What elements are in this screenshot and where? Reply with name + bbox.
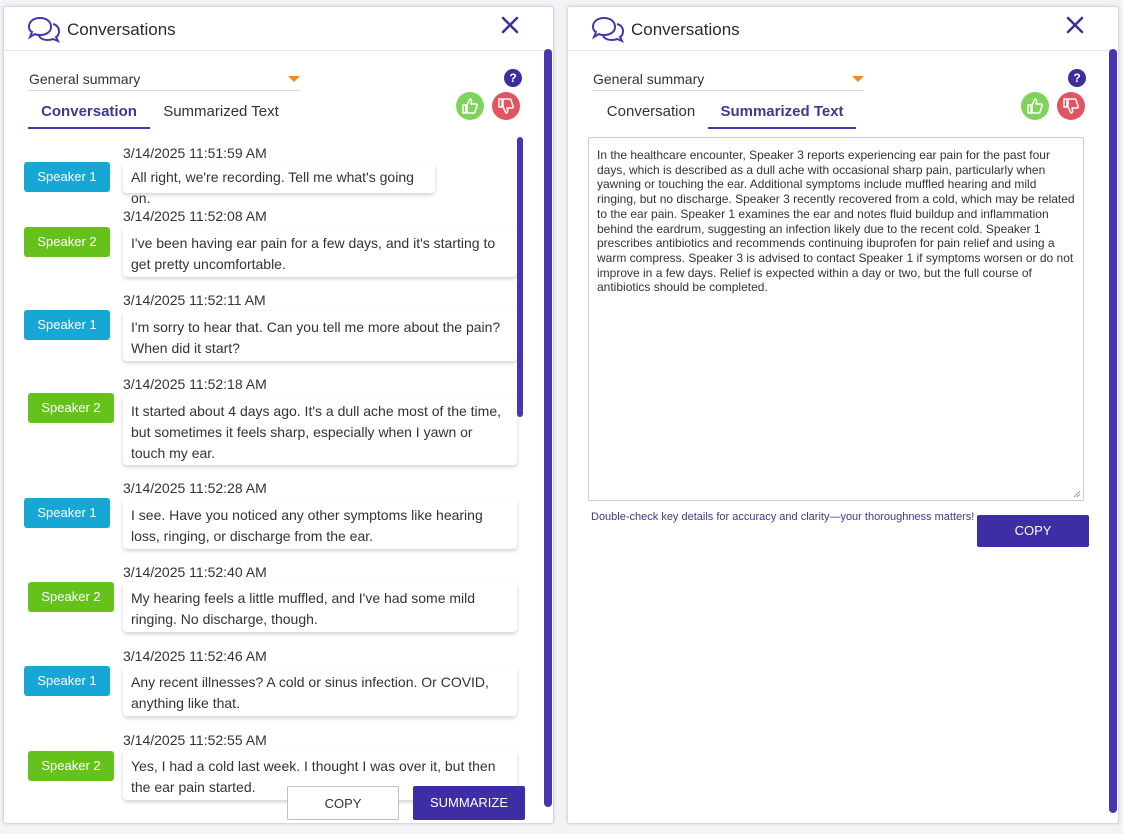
- speaker-1-badge: Speaker 1: [24, 310, 110, 340]
- speaker-1-badge: Speaker 1: [24, 162, 110, 192]
- chat-bubbles-icon: [590, 15, 626, 43]
- message-timestamp: 3/14/2025 11:52:40 AM: [123, 564, 267, 580]
- message-bubble: I've been having ear pain for a few days, and it's starting to get pretty uncomfortable.: [123, 227, 517, 277]
- message-bubble: It started about 4 days ago. It's a dull ache most of the time, but sometimes it feels sharp, especially when I yawn or touch my ear.: [123, 395, 517, 465]
- caret-down-icon: [852, 76, 864, 82]
- conversation-list[interactable]: [18, 131, 523, 795]
- message-bubble: My hearing feels a little muffled, and I've had some mild ringing. No discharge, though.: [123, 582, 517, 632]
- summary-textarea[interactable]: [588, 137, 1084, 501]
- speaker-2-badge: Speaker 2: [28, 751, 114, 781]
- close-icon[interactable]: [501, 16, 519, 34]
- thumbs-down-icon: [1062, 97, 1080, 115]
- panel-scrollbar[interactable]: [1109, 49, 1117, 813]
- help-icon[interactable]: ?: [504, 69, 522, 87]
- thumbs-down-button[interactable]: [1057, 92, 1085, 120]
- summarize-button[interactable]: SUMMARIZE: [413, 786, 525, 820]
- tab-conversation[interactable]: Conversation: [28, 97, 150, 129]
- accuracy-note: Double-check key details for accuracy and clarity—your thoroughness matters!: [591, 511, 975, 523]
- message-timestamp: 3/14/2025 11:52:18 AM: [123, 376, 267, 392]
- copy-button[interactable]: COPY: [287, 786, 399, 820]
- tab-summarized-text[interactable]: Summarized Text: [708, 97, 856, 129]
- speaker-2-badge: Speaker 2: [28, 393, 114, 423]
- thumbs-down-button[interactable]: [492, 92, 520, 120]
- message-timestamp: 3/14/2025 11:51:59 AM: [123, 145, 267, 161]
- message-timestamp: 3/14/2025 11:52:08 AM: [123, 208, 267, 224]
- dropdown-value: General summary: [593, 71, 705, 87]
- tab-conversation[interactable]: Conversation: [606, 103, 696, 120]
- conversations-panel-right: [567, 6, 1119, 824]
- message-timestamp: 3/14/2025 11:52:28 AM: [123, 480, 267, 496]
- conversation-scrollbar[interactable]: [517, 137, 523, 417]
- panel-scrollbar[interactable]: [544, 49, 552, 807]
- summary-type-dropdown[interactable]: [28, 69, 300, 91]
- summary-type-dropdown[interactable]: [592, 69, 864, 91]
- panel-header: [4, 7, 553, 51]
- dropdown-value: General summary: [29, 71, 141, 87]
- speaker-1-badge: Speaker 1: [24, 666, 110, 696]
- message-bubble: I see. Have you noticed any other symptoms like hearing loss, ringing, or discharge from the ear.: [123, 499, 517, 549]
- message-timestamp: 3/14/2025 11:52:55 AM: [123, 732, 267, 748]
- help-icon[interactable]: ?: [1068, 69, 1086, 87]
- caret-down-icon: [288, 76, 300, 82]
- panel-title: Conversations: [631, 20, 740, 39]
- speaker-2-badge: Speaker 2: [28, 582, 114, 612]
- message-timestamp: 3/14/2025 11:52:46 AM: [123, 648, 267, 664]
- resize-handle-icon[interactable]: [1073, 490, 1081, 498]
- tab-summarized-text[interactable]: Summarized Text: [163, 103, 279, 120]
- message-timestamp: 3/14/2025 11:52:11 AM: [123, 292, 266, 308]
- speaker-1-badge: Speaker 1: [24, 498, 110, 528]
- panel-title: Conversations: [67, 20, 176, 39]
- speaker-2-badge: Speaker 2: [24, 227, 110, 257]
- thumbs-up-icon: [461, 97, 479, 115]
- thumbs-up-icon: [1026, 97, 1044, 115]
- thumbs-down-icon: [497, 97, 515, 115]
- close-icon[interactable]: [1066, 16, 1084, 34]
- message-bubble: Any recent illnesses? A cold or sinus infection. Or COVID, anything like that.: [123, 666, 517, 716]
- message-bubble: I'm sorry to hear that. Can you tell me more about the pain? When did it start?: [123, 311, 517, 361]
- summary-text: In the healthcare encounter, Speaker 3 reports experiencing ear pain for the past four days, which is described as a dull ache with occasional sharp pain, particularly when yawning or touching the ear. Additional symptoms include muffled hearing and mild ringing, but no discharge. Speaker 3 recently recovered from a cold, which may be related to the ear pain. Speaker 1 examines the ear and notes fluid buildup and inflammation behind the eardrum, suggesting an infection likely due to the recent cold. Speaker 1 prescribes antibiotics and recommends continuing ibuprofen for pain relief and using a warm compress. Speaker 3 is advised to contact Speaker 1 if symptoms worsen or do not improve in a few days. Relief is expected within a day or two, but the full course of antibiotics should be completed.: [597, 148, 1075, 295]
- conversations-panel-left: [3, 6, 554, 824]
- copy-button[interactable]: COPY: [977, 515, 1089, 547]
- message-bubble: Yes, I had a cold last week. I thought I was over it, but then the ear pain started.: [123, 750, 517, 800]
- chat-bubbles-icon: [26, 15, 62, 43]
- thumbs-up-button[interactable]: [456, 92, 484, 120]
- thumbs-up-button[interactable]: [1021, 92, 1049, 120]
- panel-header: [568, 7, 1118, 51]
- message-bubble: All right, we're recording. Tell me what's going on.: [123, 163, 435, 193]
